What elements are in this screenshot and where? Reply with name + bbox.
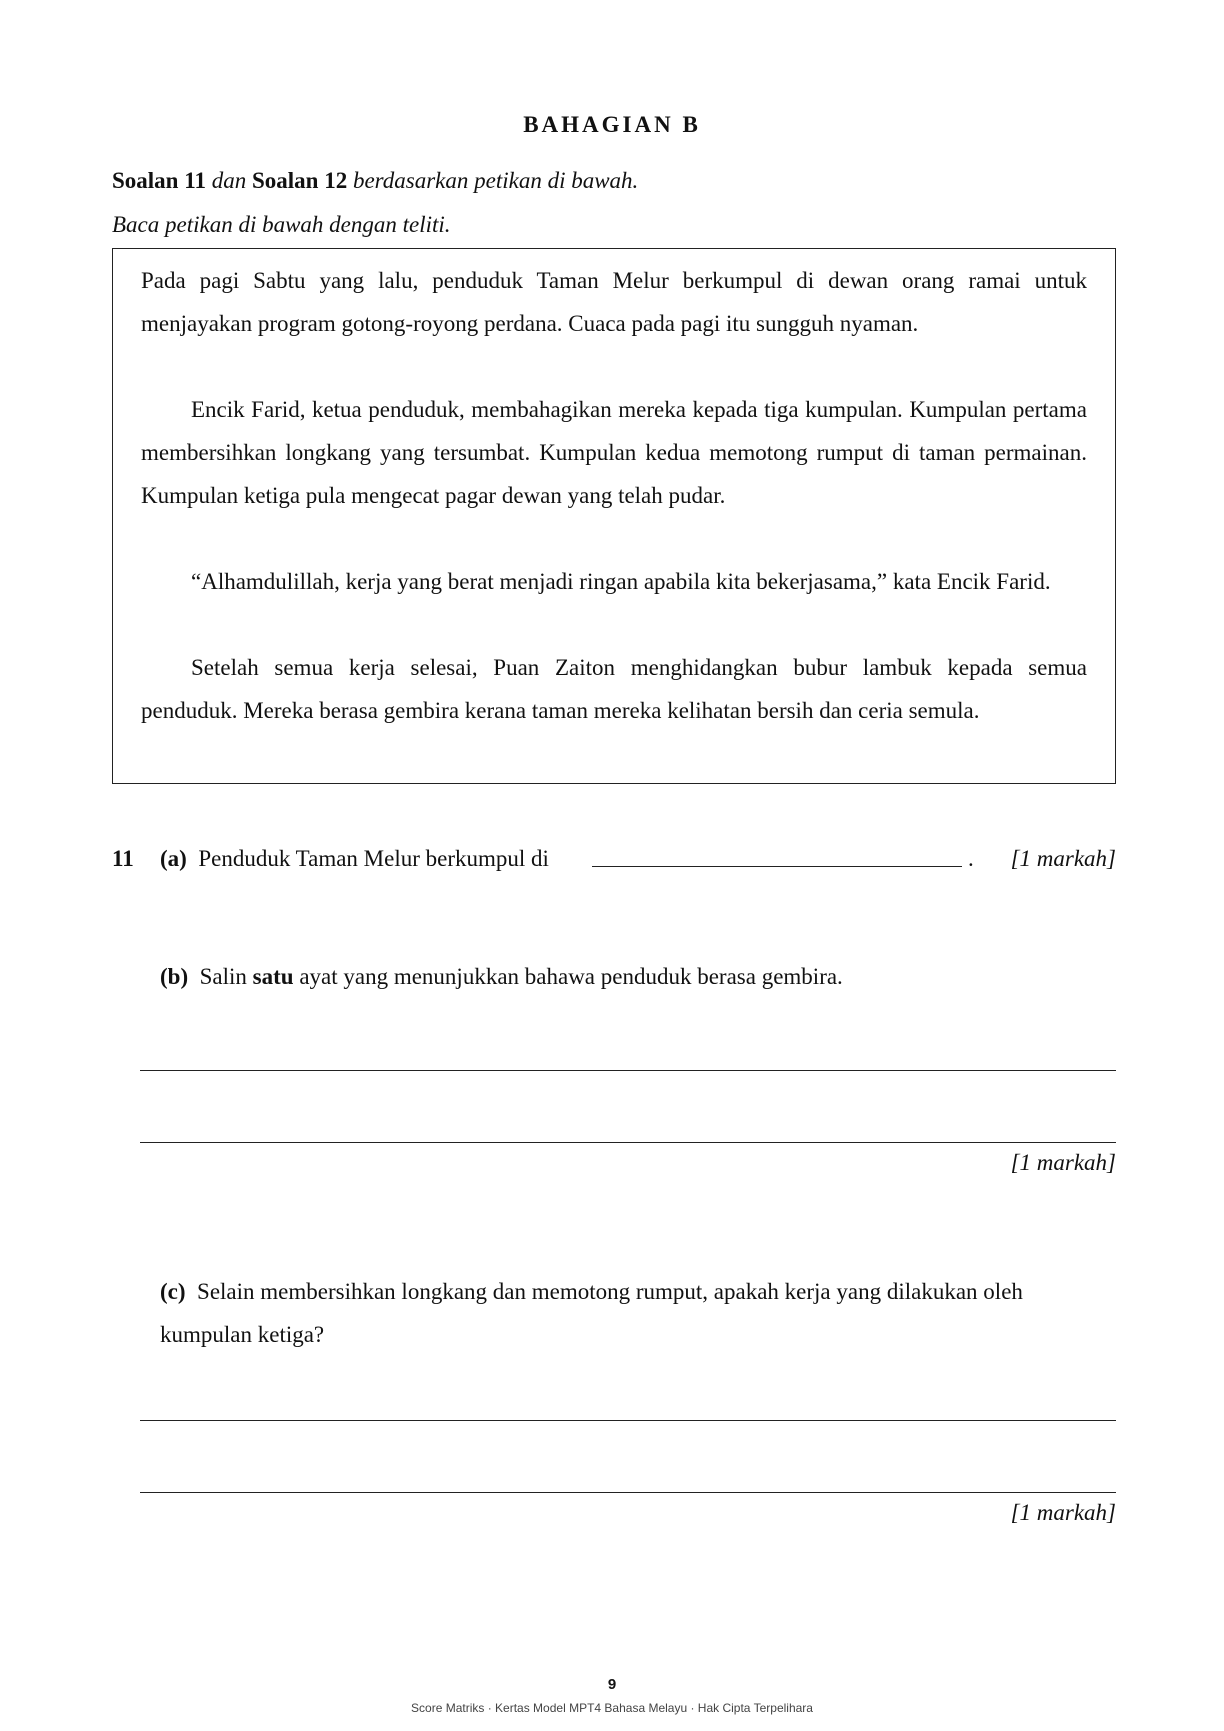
instruction-line-2: Baca petikan di bawah dengan teliti. bbox=[112, 212, 451, 237]
question-11b-label: (b) bbox=[160, 964, 189, 989]
question-11a-text bbox=[160, 846, 549, 872]
marks-11b: [1 markah] bbox=[1010, 1150, 1116, 1175]
page-footer: Score Matriks · Kertas Model MPT4 Bahasa Melayu · Hak Cipta Terpelihara bbox=[411, 1701, 813, 1715]
answer-line-11b-2[interactable] bbox=[140, 1142, 1116, 1143]
passage-paragraph-3: “Alhamdulillah, kerja yang berat menjadi ringan apabila kita bekerjasama,” kata Encik Farid. bbox=[191, 569, 1051, 594]
question-11b-post: ayat yang menunjukkan bahawa penduduk berasa gembira. bbox=[293, 964, 843, 989]
question-11a-label: (a) bbox=[160, 846, 187, 871]
answer-line-11c-2[interactable] bbox=[140, 1492, 1116, 1493]
marks-11a: [1 markah] bbox=[1010, 846, 1116, 871]
passage-paragraph-1: Pada pagi Sabtu yang lalu, penduduk Taman Melur berkumpul di dewan orang ramai untuk menjayakan program gotong-royong perdana. Cuaca pada pagi itu sungguh nyaman. bbox=[141, 268, 1087, 336]
instruction-question-12: Soalan 12 bbox=[251, 168, 348, 193]
question-11a-period: . bbox=[968, 846, 974, 871]
answer-line-11b-1[interactable] bbox=[140, 1070, 1116, 1071]
instruction-rest: berdasarkan petikan di bawah. bbox=[347, 168, 639, 193]
question-11c bbox=[160, 1270, 1100, 1356]
passage-paragraph-4: Setelah semua kerja selesai, Puan Zaiton menghidangkan bubur lambuk kepada semua penduduk. Mereka berasa gembira kerana taman mereka kelihatan bersih dan ceria semula. bbox=[141, 655, 1087, 723]
question-11c-prompt: Selain membersihkan longkang dan memotong rumput, apakah kerja yang dilakukan oleh kumpulan ketiga? bbox=[160, 1279, 1023, 1347]
instruction-question-11: Soalan 11 bbox=[112, 168, 206, 193]
question-11a-prompt: Penduduk Taman Melur berkumpul di bbox=[198, 846, 549, 871]
marks-11c: [1 markah] bbox=[1010, 1500, 1116, 1525]
instruction-connector: dan bbox=[205, 168, 252, 193]
passage-paragraph-2: Encik Farid, ketua penduduk, membahagikan mereka kepada tiga kumpulan. Kumpulan pertama membersihkan longkang yang tersumbat. Kumpulan kedua memotong rumput di taman permainan. Kumpulan ketiga pula mengecat pagar dewan yang telah pudar. bbox=[141, 397, 1087, 508]
page-number: 9 bbox=[607, 1676, 617, 1693]
question-11a bbox=[112, 846, 1116, 876]
answer-line-11c-1[interactable] bbox=[140, 1420, 1116, 1421]
question-11b bbox=[160, 964, 1116, 990]
question-number: 11 bbox=[112, 846, 134, 871]
instruction-line-1 bbox=[112, 168, 638, 194]
question-11b-pre: Salin bbox=[199, 964, 253, 989]
answer-blank-11a[interactable] bbox=[592, 866, 962, 867]
question-11b-bold: satu bbox=[252, 964, 294, 989]
section-heading: BAHAGIAN B bbox=[523, 112, 701, 137]
passage-box bbox=[112, 248, 1116, 784]
question-11c-label: (c) bbox=[160, 1279, 186, 1304]
